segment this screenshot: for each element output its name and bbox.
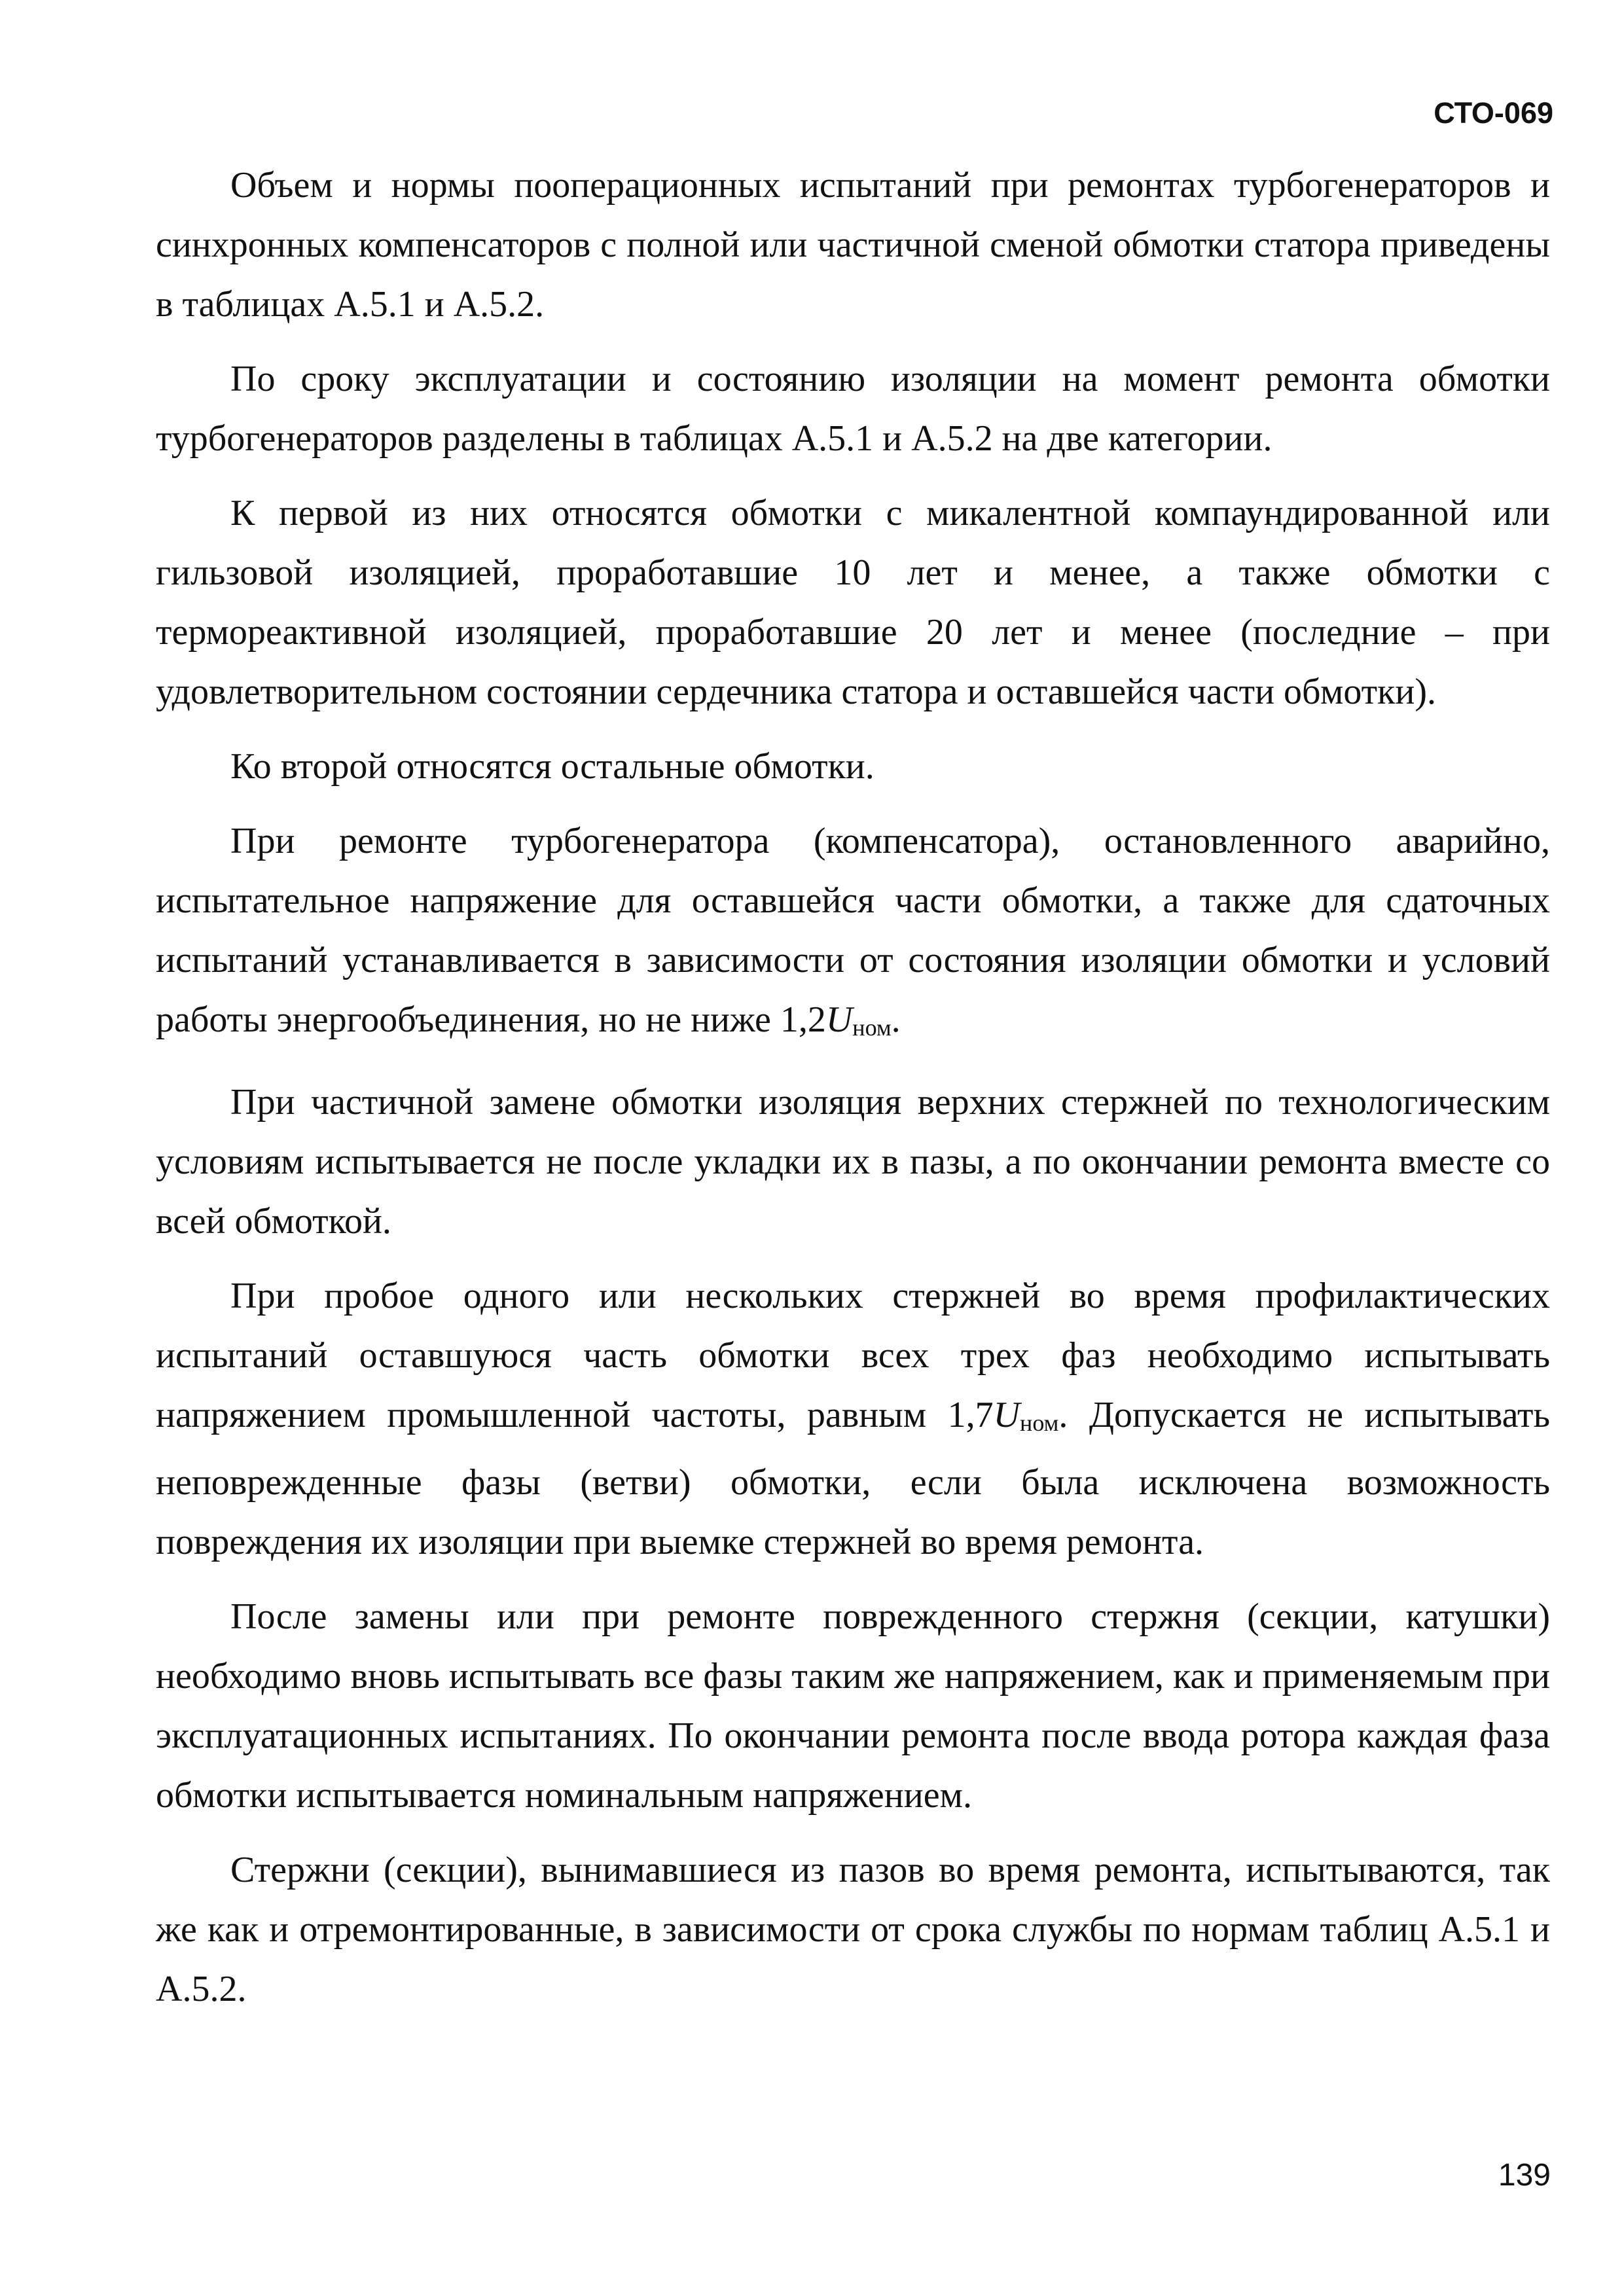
paragraph-9: Стержни (секции), вынимавшиеся из пазов во время ремонта, испытываются, так же как и отремонтированные, в зависимости от срока службы по нормам таблиц А.5.1 и А.5.2. (156, 1850, 1550, 2009)
page-body (156, 156, 1550, 2034)
paragraph-7-after: . Допускается не испытывать неповрежденные фазы (ветви) обмотки, если была исключена возможность повреждения их изоляции при выемке стержней во время ремонта. (156, 1395, 1550, 1562)
paragraph-6: При частичной замене обмотки изоляция верхних стержней по технологическим условиям испытывается не после укладки их в пазы, а по окончании ремонта вместе со всей обмоткой. (156, 1082, 1550, 1242)
paragraph-5-tail: . (891, 999, 901, 1040)
voltage-subscript: ном (1020, 1410, 1059, 1436)
voltage-symbol: U (825, 999, 853, 1040)
paragraph-5 (156, 812, 1550, 1058)
paragraph-3: К первой из них относятся обмотки с микалентной компаундированной или гильзовой изоляцией, проработавшие 10 лет и менее, а также обмотки с термореактивной изоляцией, проработавшие 20 лет и менее (последние – при удовлетворительном состоянии сердечника статора и оставшейся части обмотки). (156, 493, 1550, 712)
document-code: СТО-069 (1434, 96, 1553, 130)
paragraph-2: По сроку эксплуатации и состоянию изоляции на момент ремонта обмотки турбогенераторов разделены в таблицах А.5.1 и А.5.2 на две категории. (156, 359, 1550, 459)
page-number: 139 (1498, 2158, 1551, 2193)
paragraph-7 (156, 1266, 1550, 1572)
voltage-symbol: U (993, 1395, 1020, 1435)
voltage-subscript: ном (852, 1014, 892, 1041)
paragraph-8: После замены или при ремонте поврежденного стержня (секции, катушки) необходимо вновь испытывать все фазы таким же напряжением, как и применяемым при эксплуатационных испытаниях. По окончании ремонта после ввода ротора каждая фаза обмотки испытывается номинальным напряжением. (156, 1596, 1550, 1816)
paragraph-4: Ко второй относятся остальные обмотки. (230, 746, 875, 787)
paragraph-7-before: При пробое одного или нескольких стержней во время профилактических испытаний оставшуюся часть обмотки всех трех фаз необходимо испытывать напряжением промышленной частоты, равным 1,7 (156, 1276, 1550, 1435)
paragraph-1: Объем и нормы пооперационных испытаний при ремонтах турбогенераторов и синхронных компенсаторов с полной или частичной сменой обмотки статора приведены в таблицах А.5.1 и А.5.2. (156, 165, 1550, 325)
paragraph-5-text: При ремонте турбогенератора (компенсатора), остановленного аварийно, испытательное напряжение для оставшейся части обмотки, а также для сдаточных испытаний устанавливается в зависимости от состояния изоляции обмотки и условий работы энергообъединения, но не ниже 1,2 (156, 821, 1550, 1040)
